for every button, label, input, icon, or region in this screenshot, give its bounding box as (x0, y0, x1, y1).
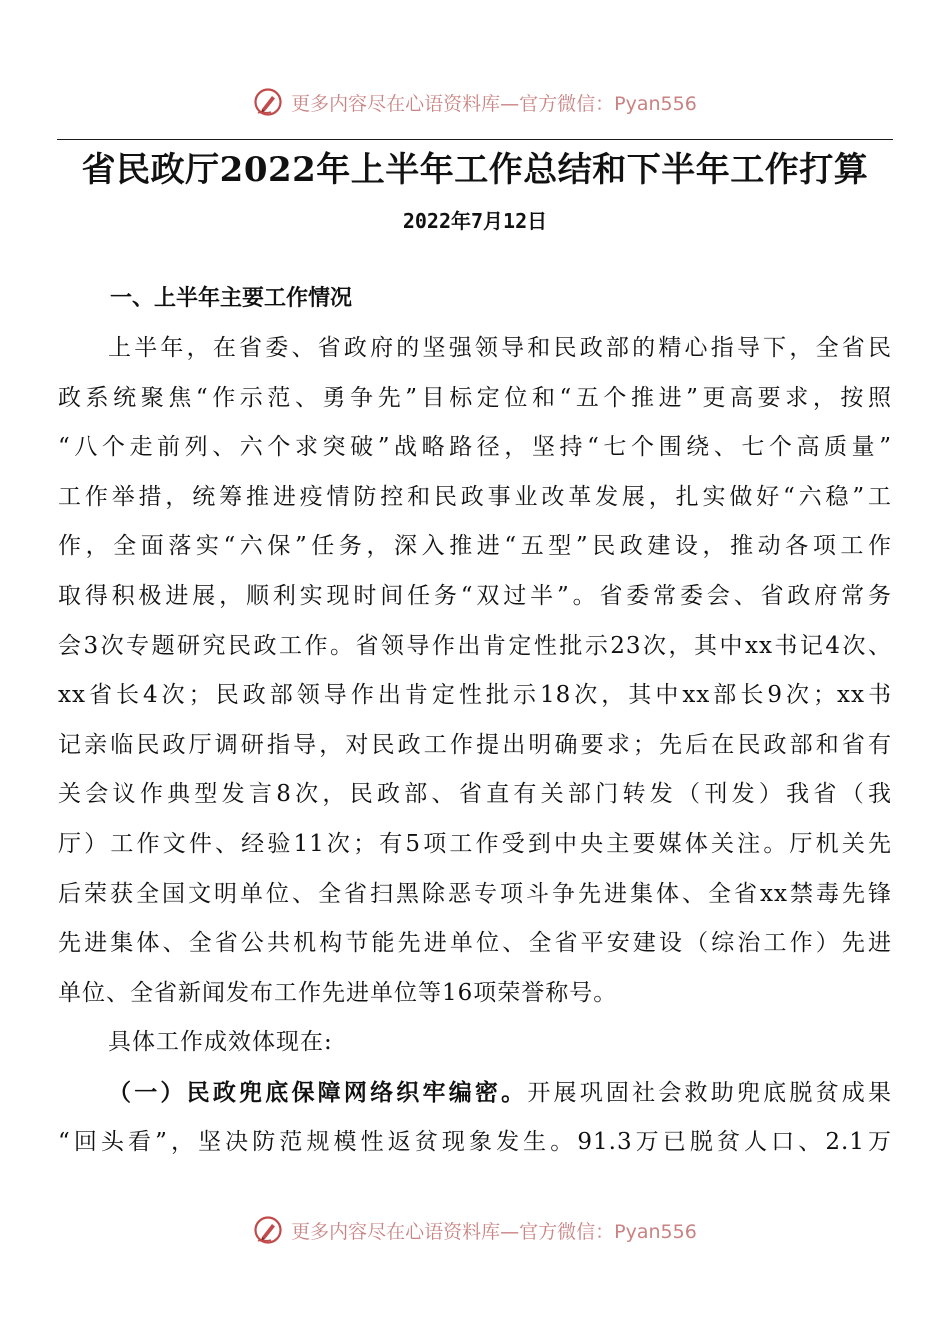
pen-circle-icon (253, 1215, 283, 1245)
pen-circle-icon (253, 87, 283, 117)
watermark-text: 更多内容尽在心语资料库—官方微信：Pyan556 (291, 1220, 697, 1243)
document-date: 2022年7月12日 (402, 209, 548, 233)
paragraph-line: 厅）工作文件、经验11次；有5项工作受到中央主要媒体关注。厅机关先 (58, 830, 892, 857)
paragraph-line: 关会议作典型发言8次，民政部、省直有关部门转发（刊发）我省（我 (58, 781, 892, 808)
header-rule (57, 139, 893, 140)
paragraph-line: “回头看”，坚决防范规模性返贫现象发生。91.3万已脱贫人口、2.1万 (58, 1128, 892, 1155)
watermark-header (0, 86, 950, 118)
paragraph-line: 上半年，在省委、省政府的坚强领导和民政部的精心指导下，全省民 (108, 335, 892, 361)
paragraph-line: 政系统聚焦“作示范、勇争先”目标定位和“五个推进”更高要求，按照 (58, 384, 892, 411)
paragraph-line: 工作举措，统筹推进疫情防控和民政事业改革发展，扎实做好“六稳”工 (58, 483, 892, 510)
item-1-text: 开展巩固社会救助兜底脱贫成果 (527, 1079, 893, 1106)
paragraph-line: 单位、全省新闻发布工作先进单位等16项荣誉称号。 (58, 979, 618, 1006)
item-1 (58, 1068, 892, 1167)
paragraph-line: 后荣获全国文明单位、全省扫黑除恶专项斗争先进集体、全省xx禁毒先锋 (58, 880, 892, 907)
paragraph-line: 记亲临民政厅调研指导，对民政工作提出明确要求；先后在民政部和省有 (58, 731, 892, 758)
watermark-footer (0, 1214, 950, 1246)
document-body (58, 274, 892, 1167)
paragraph-line: “八个走前列、六个求突破”战略路径，坚持“七个围绕、七个高质量” (58, 434, 892, 461)
item-1-heading: （一）民政兜底保障网络织牢编密。 (108, 1078, 528, 1106)
paragraph-2: 具体工作成效体现在: (108, 1029, 333, 1056)
paragraph-line: 作，全面落实“六保”任务，深入推进“五型”民政建设，推动各项工作 (58, 533, 892, 560)
paragraph-line: 取得积极进展，顺利实现时间任务“双过半”。省委常委会、省政府常务 (58, 582, 892, 609)
paragraph-line: 先进集体、全省公共机构节能先进单位、全省平安建设（综治工作）先进 (58, 930, 892, 957)
paragraph-1 (58, 324, 892, 1018)
section-heading: 一、上半年主要工作情况 (110, 286, 353, 311)
watermark-text: 更多内容尽在心语资料库—官方微信：Pyan556 (291, 92, 697, 115)
paragraph-line: 会3次专题研究民政工作。省领导作出肯定性批示23次，其中xx书记4次、 (58, 632, 892, 659)
item-1-first-line (58, 1068, 892, 1118)
paragraph-line: xx省长4次；民政部领导作出肯定性批示18次，其中xx部长9次；xx书 (58, 682, 892, 709)
document-title: 省民政厅2022年上半年工作总结和下半年工作打算 (81, 150, 869, 190)
